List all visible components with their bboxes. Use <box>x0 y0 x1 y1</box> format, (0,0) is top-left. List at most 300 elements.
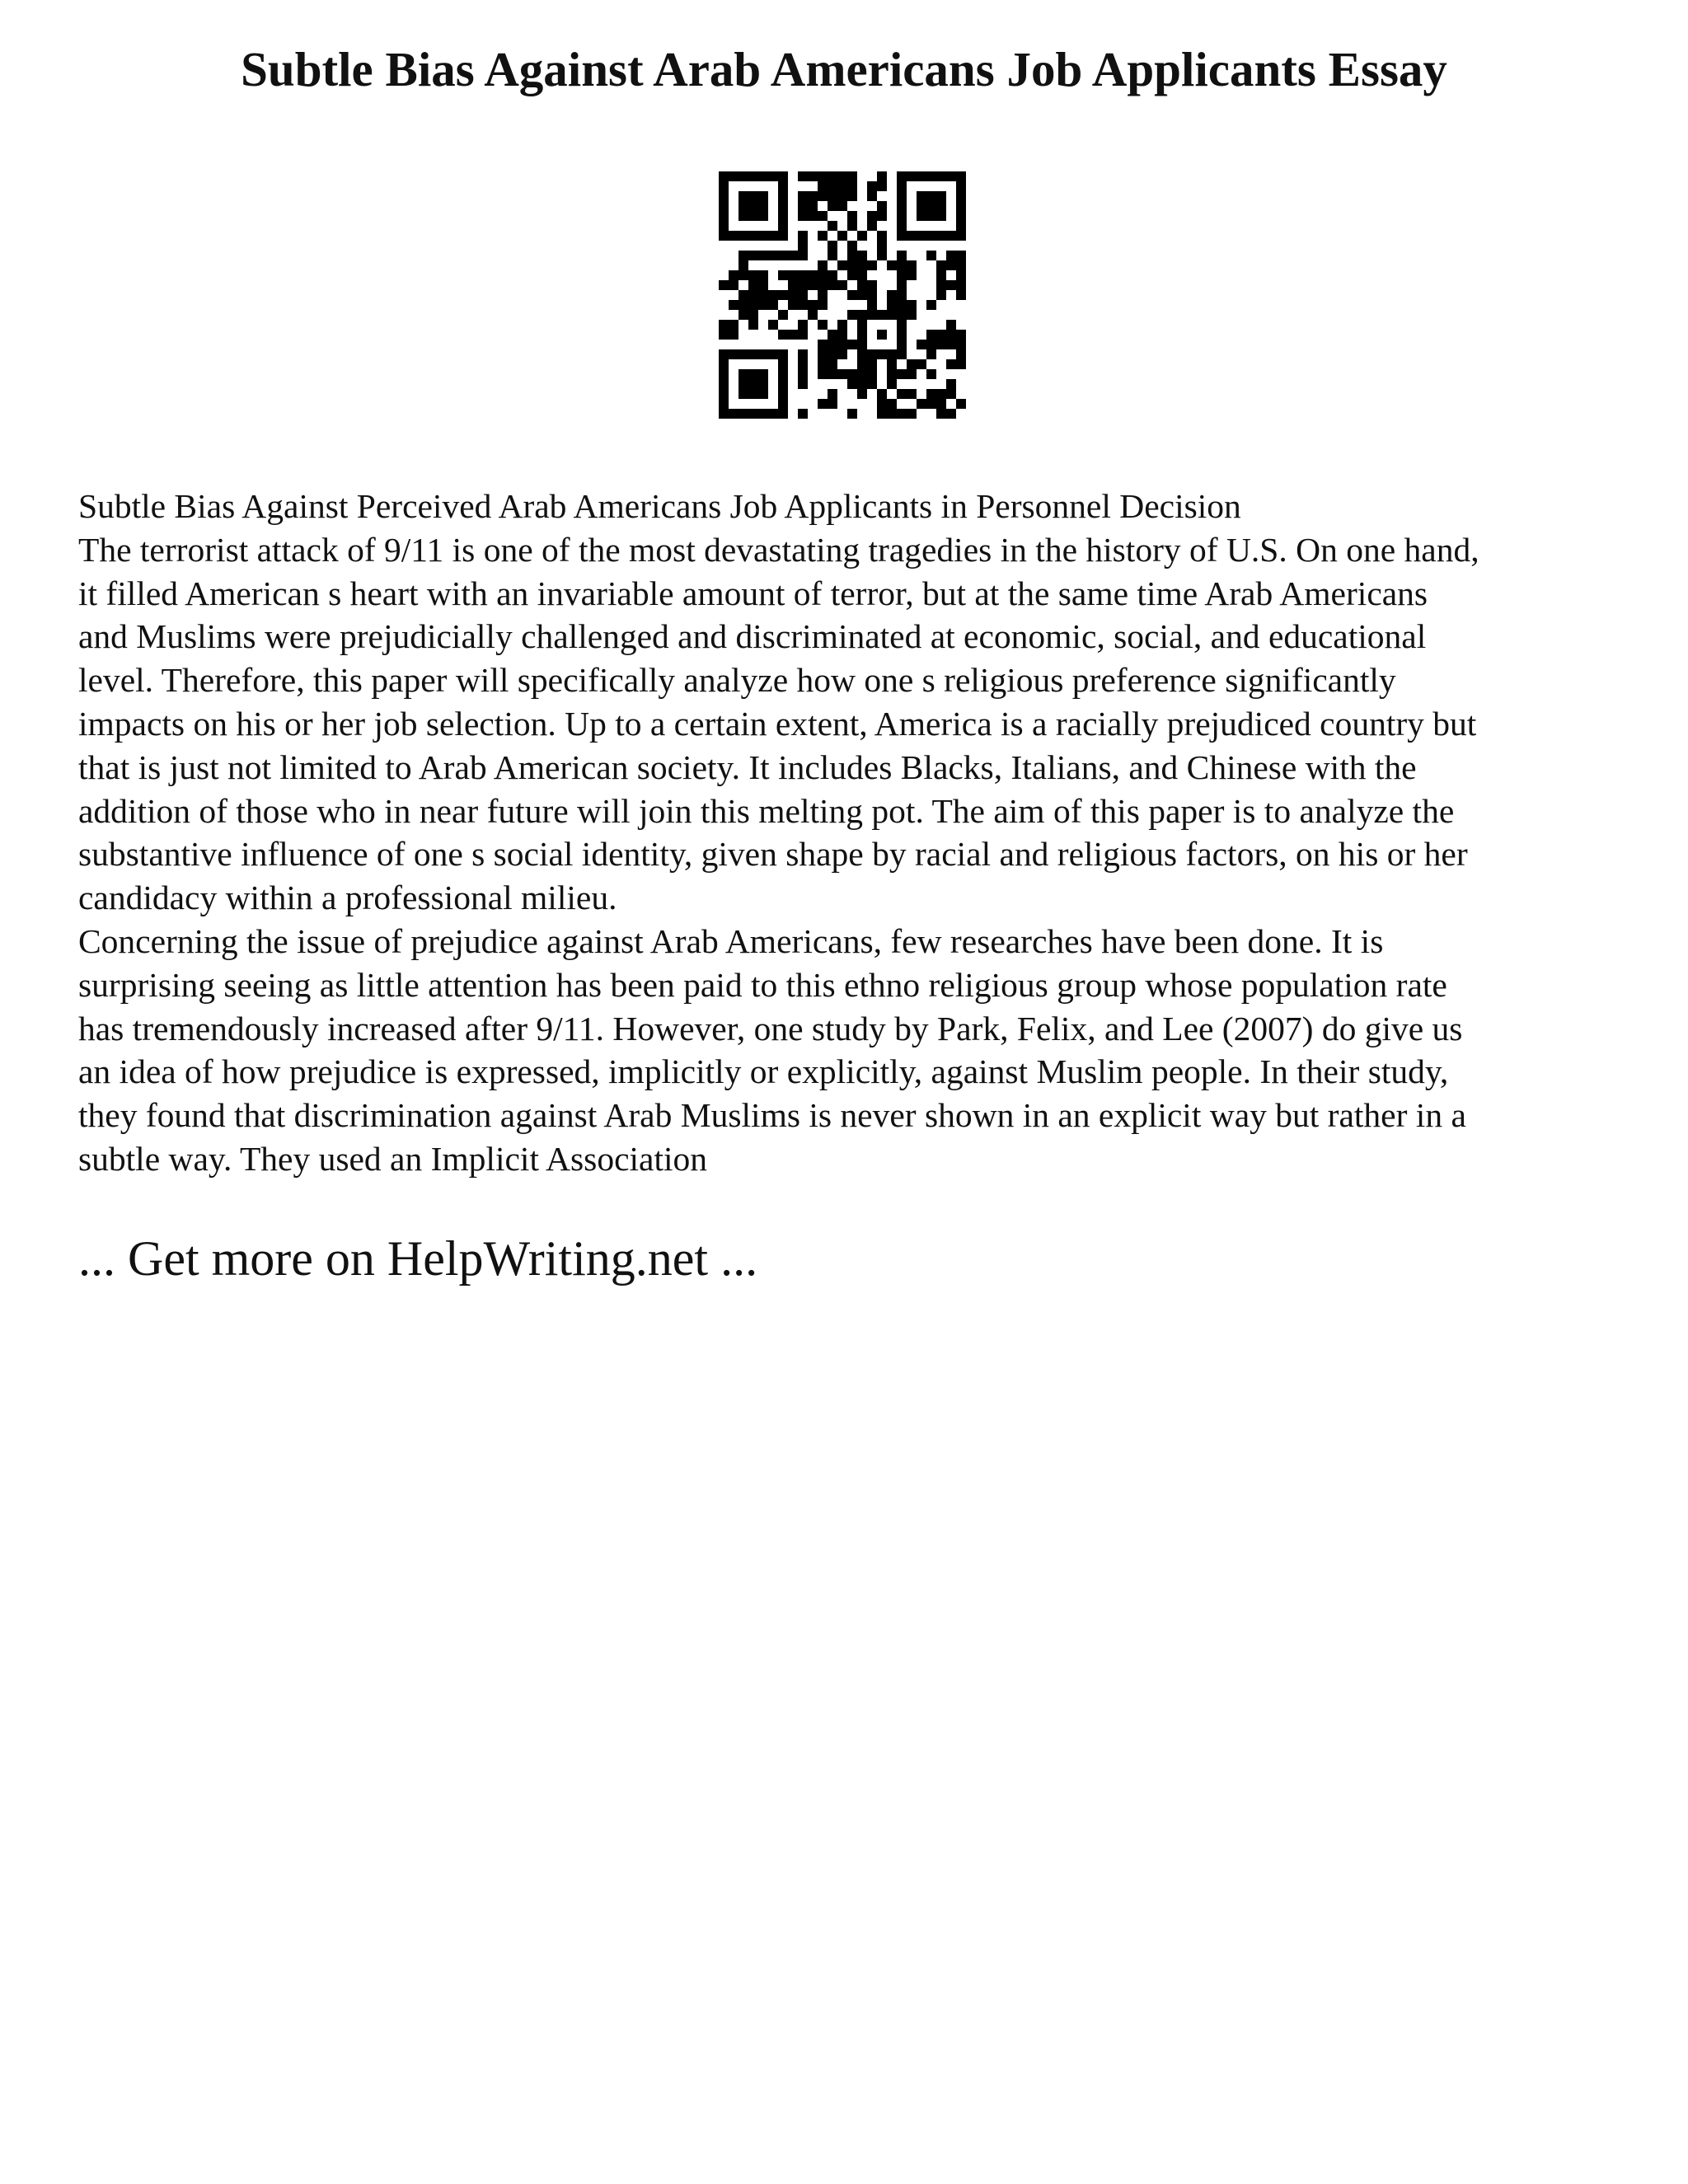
qr-module <box>936 201 946 211</box>
qr-module <box>837 330 847 340</box>
qr-module <box>719 379 729 389</box>
qr-module <box>867 181 877 191</box>
essay-line: Concerning the issue of prejudice against Arab Americans, few researches have been done. It is <box>78 921 1384 960</box>
qr-module <box>818 290 828 300</box>
qr-module <box>847 221 857 231</box>
qr-module <box>768 349 778 359</box>
qr-module <box>808 201 818 211</box>
qr-module <box>798 369 808 379</box>
qr-module <box>738 379 748 389</box>
qr-module <box>877 201 887 211</box>
qr-module <box>956 231 966 241</box>
qr-module <box>857 359 867 369</box>
qr-module <box>956 280 966 290</box>
essay-line: substantive influence of one s social identity, given shape by racial and religious factors, on his or her <box>78 835 1468 874</box>
qr-module <box>837 369 847 379</box>
qr-module <box>828 241 837 251</box>
qr-module <box>748 211 758 221</box>
qr-module <box>748 389 758 399</box>
qr-module <box>719 171 729 181</box>
qr-module <box>847 171 857 181</box>
qr-module <box>738 201 748 211</box>
qr-module <box>738 251 748 260</box>
qr-module <box>867 260 877 270</box>
qr-module <box>748 320 758 330</box>
qr-module <box>719 221 729 231</box>
qr-module <box>936 191 946 201</box>
qr-module <box>778 359 788 369</box>
qr-module <box>956 330 966 340</box>
qr-module <box>857 379 867 389</box>
qr-module <box>857 231 867 241</box>
qr-module <box>818 171 828 181</box>
qr-module <box>828 171 837 181</box>
qr-module <box>936 399 946 409</box>
qr-module <box>837 320 847 330</box>
qr-module <box>748 201 758 211</box>
qr-module <box>798 330 808 340</box>
qr-module <box>956 181 966 191</box>
essay-line: level. Therefore, this paper will specifically analyze how one s religious preference significantly <box>78 661 1396 700</box>
qr-module <box>837 231 847 241</box>
qr-module <box>887 290 897 300</box>
qr-module <box>946 171 956 181</box>
qr-module <box>778 251 788 260</box>
qr-module <box>719 320 729 330</box>
qr-module <box>897 171 907 181</box>
qr-module <box>778 310 788 320</box>
qr-module <box>818 231 828 241</box>
qr-module <box>946 320 956 330</box>
qr-module <box>847 191 857 201</box>
qr-module <box>719 359 729 369</box>
qr-module <box>946 280 956 290</box>
qr-module <box>828 181 837 191</box>
qr-module <box>798 290 808 300</box>
qr-module <box>926 201 936 211</box>
qr-module <box>887 359 897 369</box>
qr-module <box>887 260 897 270</box>
qr-module <box>837 201 847 211</box>
qr-module <box>837 171 847 181</box>
qr-module <box>857 369 867 379</box>
qr-module <box>926 300 936 310</box>
qr-module <box>798 300 808 310</box>
qr-module <box>778 181 788 191</box>
qr-module <box>748 369 758 379</box>
qr-module <box>778 270 788 280</box>
qr-module <box>887 399 897 409</box>
qr-module <box>748 191 758 201</box>
essay-line: has tremendously increased after 9/11. However, one study by Park, Felix, and Lee (2007) do give us <box>78 1009 1463 1047</box>
qr-module <box>847 241 857 251</box>
qr-module <box>847 251 857 260</box>
qr-module <box>719 181 729 191</box>
qr-module <box>917 359 926 369</box>
qr-module <box>738 191 748 201</box>
qr-module <box>748 171 758 181</box>
qr-module <box>867 290 877 300</box>
qr-module <box>887 349 897 359</box>
essay-line: addition of those who in near future will join this melting pot. The aim of this paper is to analyze the <box>78 791 1455 830</box>
qr-module <box>897 201 907 211</box>
qr-module <box>729 280 738 290</box>
qr-module <box>788 280 798 290</box>
qr-module <box>818 191 828 201</box>
qr-module <box>828 221 837 231</box>
qr-module <box>917 171 926 181</box>
qr-module <box>748 231 758 241</box>
qr-module <box>897 231 907 241</box>
qr-module <box>748 290 758 300</box>
qr-module <box>946 231 956 241</box>
qr-module <box>738 389 748 399</box>
qr-module <box>818 359 828 369</box>
qr-module <box>758 280 768 290</box>
qr-module <box>917 399 926 409</box>
qr-module <box>857 320 867 330</box>
qr-module <box>907 231 917 241</box>
qr-module <box>738 290 748 300</box>
qr-module <box>897 211 907 221</box>
qr-module <box>926 389 936 399</box>
qr-module <box>778 389 788 399</box>
qr-module <box>907 310 917 320</box>
qr-module <box>897 260 907 270</box>
qr-module <box>828 251 837 260</box>
qr-module <box>857 389 867 399</box>
qr-module <box>808 191 818 201</box>
qr-module <box>719 369 729 379</box>
qr-module <box>926 211 936 221</box>
qr-module <box>837 191 847 201</box>
qr-module <box>956 171 966 181</box>
qr-module <box>907 300 917 310</box>
qr-module <box>917 231 926 241</box>
qr-module <box>778 379 788 389</box>
qr-module <box>818 181 828 191</box>
qr-module <box>887 379 897 389</box>
qr-module <box>748 300 758 310</box>
qr-module <box>877 409 887 419</box>
qr-module <box>936 280 946 290</box>
qr-module <box>768 290 778 300</box>
qr-module <box>926 251 936 260</box>
qr-code-icon <box>719 171 966 419</box>
qr-module <box>936 290 946 300</box>
qr-module <box>867 221 877 231</box>
qr-module <box>778 290 788 300</box>
qr-module <box>897 251 907 260</box>
qr-module <box>738 369 748 379</box>
qr-module <box>917 191 926 201</box>
qr-module <box>758 409 768 419</box>
qr-module <box>729 349 738 359</box>
qr-module <box>926 191 936 201</box>
qr-module <box>828 201 837 211</box>
qr-module <box>798 359 808 369</box>
qr-module <box>946 359 956 369</box>
qr-module <box>719 330 729 340</box>
qr-module <box>837 349 847 359</box>
qr-module <box>748 270 758 280</box>
qr-module <box>867 369 877 379</box>
qr-module <box>808 171 818 181</box>
qr-module <box>857 349 867 359</box>
qr-module <box>867 300 877 310</box>
qr-module <box>936 270 946 280</box>
qr-module <box>729 231 738 241</box>
qr-module <box>857 260 867 270</box>
qr-module <box>897 310 907 320</box>
qr-module <box>877 349 887 359</box>
qr-module <box>887 369 897 379</box>
qr-module <box>818 260 828 270</box>
qr-module <box>837 280 847 290</box>
qr-module <box>956 211 966 221</box>
qr-module <box>798 349 808 359</box>
qr-module <box>768 409 778 419</box>
qr-module <box>798 191 808 201</box>
qr-module <box>956 340 966 349</box>
qr-module <box>778 211 788 221</box>
qr-module <box>729 171 738 181</box>
qr-module <box>818 340 828 349</box>
qr-module <box>818 270 828 280</box>
qr-module <box>847 211 857 221</box>
qr-module <box>956 191 966 201</box>
qr-module <box>877 241 887 251</box>
qr-module <box>877 251 887 260</box>
qr-module <box>867 191 877 201</box>
qr-module <box>778 231 788 241</box>
qr-module <box>847 260 857 270</box>
qr-module <box>778 330 788 340</box>
qr-module <box>788 290 798 300</box>
qr-module <box>778 399 788 409</box>
qr-module <box>778 201 788 211</box>
qr-module <box>946 409 956 419</box>
qr-code-graphic <box>719 171 966 419</box>
qr-module <box>847 181 857 191</box>
qr-module <box>729 320 738 330</box>
qr-module <box>758 349 768 359</box>
qr-module <box>828 389 837 399</box>
qr-module <box>788 300 798 310</box>
qr-module <box>867 349 877 359</box>
qr-module <box>828 359 837 369</box>
qr-module <box>778 191 788 201</box>
qr-module <box>956 290 966 300</box>
qr-module <box>907 369 917 379</box>
qr-module <box>926 330 936 340</box>
qr-module <box>719 389 729 399</box>
essay-line: surprising seeing as little attention has been paid to this ethno religious group whose population rate <box>78 965 1447 1004</box>
qr-module <box>877 399 887 409</box>
qr-module <box>897 290 907 300</box>
qr-module <box>877 231 887 241</box>
qr-module <box>897 389 907 399</box>
qr-module <box>738 171 748 181</box>
qr-module <box>768 171 778 181</box>
qr-module <box>946 389 956 399</box>
qr-module <box>719 280 729 290</box>
qr-module <box>768 231 778 241</box>
essay-line: impacts on his or her job selection. Up to a certain extent, America is a racially prejudiced country but <box>78 704 1477 743</box>
qr-module <box>828 399 837 409</box>
qr-module <box>897 330 907 340</box>
qr-module <box>719 211 729 221</box>
qr-module <box>788 251 798 260</box>
qr-module <box>867 310 877 320</box>
qr-module <box>778 409 788 419</box>
qr-module <box>877 330 887 340</box>
qr-module <box>897 349 907 359</box>
qr-module <box>936 171 946 181</box>
qr-module <box>936 409 946 419</box>
qr-module <box>837 181 847 191</box>
qr-module <box>956 221 966 231</box>
qr-module <box>926 369 936 379</box>
qr-module <box>828 191 837 201</box>
qr-module <box>758 270 768 280</box>
page-title: Subtle Bias Against Arab Americans Job Applicants Essay <box>241 42 1447 96</box>
qr-module <box>818 300 828 310</box>
qr-module <box>798 201 808 211</box>
qr-module <box>956 349 966 359</box>
qr-module <box>907 270 917 280</box>
qr-module <box>758 171 768 181</box>
qr-module <box>778 349 788 359</box>
qr-module <box>758 211 768 221</box>
qr-module <box>946 379 956 389</box>
qr-module <box>907 171 917 181</box>
qr-module <box>857 330 867 340</box>
qr-module <box>867 359 877 369</box>
qr-module <box>778 171 788 181</box>
qr-module <box>946 330 956 340</box>
get-more-link[interactable]: ... Get more on HelpWriting.net ... <box>78 1231 758 1286</box>
qr-module <box>946 251 956 260</box>
qr-module <box>946 260 956 270</box>
qr-module <box>818 369 828 379</box>
qr-module <box>758 231 768 241</box>
qr-module <box>828 280 837 290</box>
qr-module <box>867 211 877 221</box>
qr-module <box>758 300 768 310</box>
qr-module <box>738 260 748 270</box>
qr-module <box>748 280 758 290</box>
qr-module <box>719 231 729 241</box>
qr-module <box>917 201 926 211</box>
qr-module <box>956 270 966 280</box>
qr-module <box>877 211 887 221</box>
qr-module <box>847 409 857 419</box>
qr-module <box>897 409 907 419</box>
qr-module <box>818 349 828 359</box>
qr-module <box>857 310 867 320</box>
qr-module <box>867 280 877 290</box>
qr-module <box>729 300 738 310</box>
qr-module <box>758 201 768 211</box>
qr-module <box>936 330 946 340</box>
qr-module <box>877 310 887 320</box>
essay-line: that is just not limited to Arab American society. It includes Blacks, Italians, and Chinese with the <box>78 748 1417 786</box>
qr-module <box>748 379 758 389</box>
qr-module <box>837 340 847 349</box>
qr-module <box>907 260 917 270</box>
qr-module <box>956 399 966 409</box>
qr-module <box>887 300 897 310</box>
qr-module <box>768 251 778 260</box>
essay-line: The terrorist attack of 9/11 is one of the most devastating tragedies in the history of U.S. On one hand, <box>78 530 1479 569</box>
qr-module <box>808 310 818 320</box>
qr-module <box>758 290 768 300</box>
qr-module <box>719 191 729 201</box>
qr-module <box>897 280 907 290</box>
qr-module <box>907 409 917 419</box>
qr-module <box>917 211 926 221</box>
qr-module <box>818 211 828 221</box>
qr-module <box>926 349 936 359</box>
qr-module <box>847 270 857 280</box>
qr-module <box>936 231 946 241</box>
qr-module <box>877 181 887 191</box>
qr-module <box>877 171 887 181</box>
qr-module <box>768 300 778 310</box>
qr-module <box>798 320 808 330</box>
qr-module <box>758 191 768 201</box>
qr-module <box>818 280 828 290</box>
qr-module <box>808 280 818 290</box>
qr-module <box>818 320 828 330</box>
qr-module <box>936 211 946 221</box>
qr-module <box>837 260 847 270</box>
qr-module <box>847 290 857 300</box>
qr-module <box>778 369 788 379</box>
qr-module <box>828 270 837 280</box>
qr-module <box>887 409 897 419</box>
qr-module <box>798 251 808 260</box>
qr-module <box>798 270 808 280</box>
qr-module <box>897 340 907 349</box>
qr-module <box>768 320 778 330</box>
essay-line: they found that discrimination against Arab Muslims is never shown in an explicit way but rather in a <box>78 1096 1466 1135</box>
qr-module <box>926 399 936 409</box>
qr-module <box>828 330 837 340</box>
qr-module <box>719 349 729 359</box>
qr-module <box>847 379 857 389</box>
qr-module <box>738 300 748 310</box>
qr-module <box>887 310 897 320</box>
qr-module <box>857 340 867 349</box>
qr-module <box>897 270 907 280</box>
qr-module <box>758 369 768 379</box>
qr-module <box>897 300 907 310</box>
essay-line: it filled American s heart with an invariable amount of terror, but at the same time Arab Americans <box>78 574 1428 612</box>
qr-module <box>748 251 758 260</box>
qr-module <box>738 270 748 280</box>
qr-module <box>738 349 748 359</box>
essay-line: subtle way. They used an Implicit Association <box>78 1139 708 1178</box>
qr-module <box>798 379 808 389</box>
qr-module <box>857 270 867 280</box>
qr-module <box>738 409 748 419</box>
qr-module <box>936 340 946 349</box>
qr-module <box>828 349 837 359</box>
qr-module <box>798 171 808 181</box>
qr-module <box>897 181 907 191</box>
